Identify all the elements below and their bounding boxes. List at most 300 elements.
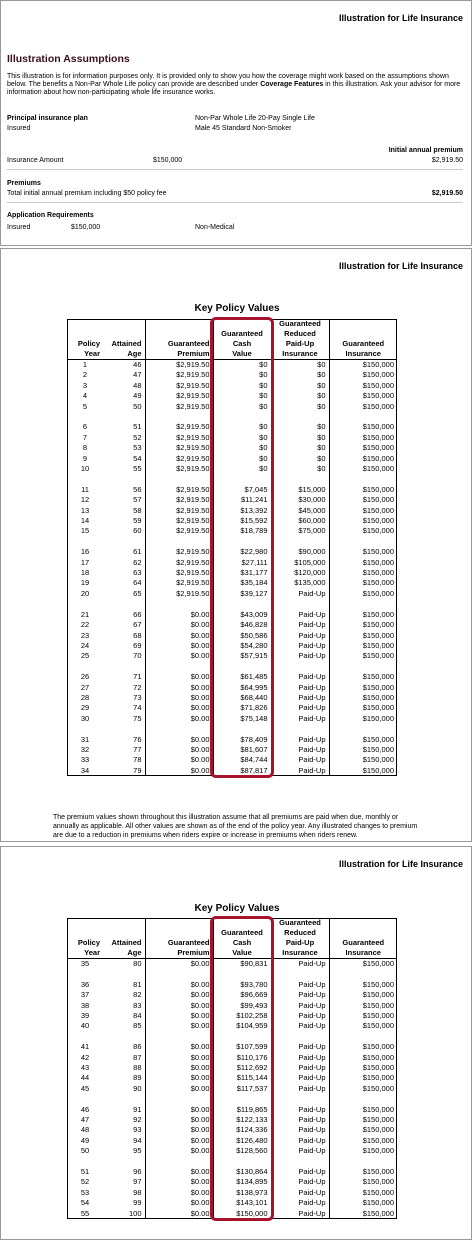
table-row — [67, 1001, 397, 1011]
cell-policy-year: 50 — [80, 1146, 90, 1156]
cell-guaranteed-premium: $0.00 — [145, 693, 213, 703]
cell-attained-age: 57 — [133, 495, 142, 505]
column-header-guaranteed-cash-value — [213, 319, 271, 329]
cell-attained-age: 81 — [133, 979, 142, 989]
cell-attained-age: 72 — [133, 682, 142, 692]
cell-guaranteed-insurance: $150,000 — [329, 980, 397, 990]
column-header-guaranteed-insurance — [329, 329, 397, 339]
cell-policy-year: 28 — [80, 692, 90, 702]
table-row — [67, 370, 397, 380]
table-row — [67, 1188, 397, 1198]
cell-guaranteed-insurance: $150,000 — [329, 1053, 397, 1063]
column-header-guaranteed-insurance: Guaranteed — [329, 339, 397, 349]
cell-reduced-paid-up: $0 — [271, 422, 329, 432]
cell-guaranteed-cash-value: $102,258 — [213, 1011, 271, 1021]
application-amount: $150,000 — [71, 224, 101, 231]
cell-attained-age: 98 — [133, 1187, 142, 1197]
column-header-guaranteed-premium — [145, 319, 213, 329]
cell-guaranteed-premium: $0.00 — [145, 766, 213, 776]
cell-guaranteed-insurance: $150,000 — [329, 485, 397, 495]
group-spacer — [67, 537, 397, 547]
column-header-attained-age — [103, 918, 145, 928]
cell-guaranteed-premium: $2,919.50 — [145, 402, 213, 412]
cell-guaranteed-premium: $0.00 — [145, 745, 213, 755]
table-row — [67, 1011, 397, 1021]
table-row — [67, 683, 397, 693]
cell-attained-age: 65 — [133, 588, 142, 598]
premiums-heading: Premiums — [7, 180, 41, 187]
group-spacer — [67, 474, 397, 484]
cell-guaranteed-insurance: $150,000 — [329, 1084, 397, 1094]
cell-guaranteed-premium: $0.00 — [145, 755, 213, 765]
cell-policy-year: 19 — [80, 578, 90, 588]
cell-attained-age: 95 — [133, 1146, 142, 1156]
cell-guaranteed-cash-value: $117,537 — [213, 1084, 271, 1094]
cell-guaranteed-insurance: $150,000 — [329, 568, 397, 578]
cell-attained-age: 99 — [133, 1198, 142, 1208]
cell-policy-year: 25 — [80, 651, 90, 661]
cell-policy-year: 21 — [80, 609, 90, 619]
cell-policy-year: 48 — [80, 1125, 90, 1135]
cell-reduced-paid-up: Paid-Up — [271, 1011, 329, 1021]
cell-guaranteed-premium: $0.00 — [145, 1115, 213, 1125]
cell-policy-year: 31 — [80, 734, 90, 744]
cell-guaranteed-insurance: $150,000 — [329, 589, 397, 599]
cell-policy-year: 30 — [80, 713, 90, 723]
cell-guaranteed-insurance: $150,000 — [329, 547, 397, 557]
cell-guaranteed-premium: $0.00 — [145, 1146, 213, 1156]
cell-guaranteed-cash-value: $54,280 — [213, 641, 271, 651]
cell-policy-year: 42 — [80, 1052, 90, 1062]
column-header-policy-year — [67, 319, 103, 329]
column-header-guaranteed-cash-value: Value — [213, 948, 271, 959]
column-header-guaranteed-cash-value: Cash — [213, 339, 271, 349]
cell-policy-year: 13 — [80, 505, 90, 515]
table-row — [67, 568, 397, 578]
cell-guaranteed-cash-value: $64,995 — [213, 683, 271, 693]
cell-policy-year: 37 — [80, 990, 90, 1000]
cell-guaranteed-cash-value: $93,780 — [213, 980, 271, 990]
key-policy-values-page-2 — [0, 846, 472, 1240]
cell-guaranteed-premium: $0.00 — [145, 703, 213, 713]
cell-attained-age: 89 — [133, 1073, 142, 1083]
cell-policy-year: 54 — [80, 1198, 90, 1208]
intro-coverage-features: Coverage Features — [260, 81, 324, 88]
cell-reduced-paid-up: Paid-Up — [271, 1042, 329, 1052]
cell-guaranteed-cash-value: $68,440 — [213, 693, 271, 703]
cell-reduced-paid-up: $60,000 — [271, 516, 329, 526]
cell-reduced-paid-up: Paid-Up — [271, 631, 329, 641]
table-row — [67, 693, 397, 703]
cell-guaranteed-premium: $0.00 — [145, 1105, 213, 1115]
cell-policy-year: 2 — [82, 370, 88, 380]
cell-guaranteed-cash-value: $13,392 — [213, 506, 271, 516]
cell-guaranteed-premium: $2,919.50 — [145, 422, 213, 432]
table-row — [67, 980, 397, 990]
cell-reduced-paid-up: $30,000 — [271, 495, 329, 505]
cell-reduced-paid-up: Paid-Up — [271, 755, 329, 765]
cell-guaranteed-cash-value: $27,111 — [213, 558, 271, 568]
key-policy-values-page-1 — [0, 248, 472, 842]
table-row — [67, 610, 397, 620]
cell-guaranteed-cash-value: $0 — [213, 433, 271, 443]
table-row — [67, 672, 397, 682]
cell-guaranteed-premium: $2,919.50 — [145, 433, 213, 443]
cell-guaranteed-insurance: $150,000 — [329, 745, 397, 755]
divider — [7, 202, 463, 203]
cell-guaranteed-insurance: $150,000 — [329, 370, 397, 380]
table-row — [67, 1136, 397, 1146]
cell-policy-year: 8 — [82, 443, 88, 453]
cell-guaranteed-premium: $0.00 — [145, 1042, 213, 1052]
cell-guaranteed-insurance: $150,000 — [329, 526, 397, 536]
column-header-reduced-paid-up: Reduced — [271, 329, 329, 339]
cell-reduced-paid-up: Paid-Up — [271, 1177, 329, 1187]
column-header-guaranteed-insurance — [329, 319, 397, 329]
cell-attained-age: 80 — [133, 959, 142, 968]
cell-attained-age: 90 — [133, 1083, 142, 1093]
column-header-guaranteed-cash-value — [213, 918, 271, 928]
cell-attained-age: 73 — [133, 692, 142, 702]
cell-attained-age: 86 — [133, 1042, 142, 1052]
column-header-guaranteed-insurance — [329, 918, 397, 928]
cell-guaranteed-insurance: $150,000 — [329, 959, 397, 970]
cell-attained-age: 70 — [133, 651, 142, 661]
cell-attained-age: 71 — [133, 672, 142, 682]
cell-guaranteed-insurance: $150,000 — [329, 464, 397, 474]
cell-policy-year: 9 — [82, 453, 88, 463]
cell-attained-age: 52 — [133, 432, 142, 442]
cell-attained-age: 83 — [133, 1000, 142, 1010]
cell-guaranteed-cash-value: $18,789 — [213, 526, 271, 536]
cell-guaranteed-insurance: $150,000 — [329, 1073, 397, 1083]
cell-policy-year: 16 — [80, 547, 90, 557]
cell-guaranteed-premium: $2,919.50 — [145, 568, 213, 578]
cell-guaranteed-insurance: $150,000 — [329, 422, 397, 432]
table-row — [67, 620, 397, 630]
column-header-policy-year: Year — [67, 948, 103, 959]
cell-guaranteed-premium: $0.00 — [145, 651, 213, 661]
cell-attained-age: 67 — [133, 620, 142, 630]
cell-reduced-paid-up: Paid-Up — [271, 1021, 329, 1031]
table-row — [67, 1105, 397, 1115]
cell-guaranteed-premium: $0.00 — [145, 1021, 213, 1031]
table-row — [67, 745, 397, 755]
cell-guaranteed-premium: $2,919.50 — [145, 516, 213, 526]
column-header-reduced-paid-up: Reduced — [271, 928, 329, 938]
cell-guaranteed-cash-value: $126,480 — [213, 1136, 271, 1146]
assumptions-page — [0, 0, 472, 246]
cell-guaranteed-insurance: $150,000 — [329, 391, 397, 401]
column-header-attained-age: Attained — [111, 339, 142, 348]
principal-plan-value: Non-Par Whole Life 20-Pay Single Life — [195, 115, 315, 122]
cell-guaranteed-premium: $2,919.50 — [145, 547, 213, 557]
table-row — [67, 766, 397, 776]
cell-attained-age: 51 — [133, 422, 142, 432]
table-row — [67, 1073, 397, 1083]
table-row — [67, 578, 397, 588]
cell-attained-age: 66 — [133, 609, 142, 619]
cell-guaranteed-cash-value: $0 — [213, 402, 271, 412]
cell-attained-age: 87 — [133, 1052, 142, 1062]
table-row — [67, 1053, 397, 1063]
cell-reduced-paid-up: Paid-Up — [271, 610, 329, 620]
cell-guaranteed-cash-value: $84,744 — [213, 755, 271, 765]
application-requirements-heading: Application Requirements — [7, 212, 94, 219]
table-row — [67, 1198, 397, 1208]
column-header-reduced-paid-up: Insurance — [271, 948, 329, 959]
cell-reduced-paid-up: Paid-Up — [271, 959, 329, 970]
cell-policy-year: 17 — [80, 557, 90, 567]
cell-reduced-paid-up: Paid-Up — [271, 1198, 329, 1208]
cell-guaranteed-cash-value: $124,336 — [213, 1125, 271, 1135]
column-header-guaranteed-premium — [145, 928, 213, 938]
cell-attained-age: 47 — [133, 370, 142, 380]
cell-reduced-paid-up: Paid-Up — [271, 1125, 329, 1135]
cell-attained-age: 68 — [133, 630, 142, 640]
cell-reduced-paid-up: Paid-Up — [271, 714, 329, 724]
cell-policy-year: 3 — [82, 380, 88, 390]
cell-reduced-paid-up: Paid-Up — [271, 745, 329, 755]
cell-guaranteed-premium: $2,919.50 — [145, 558, 213, 568]
cell-policy-year: 33 — [80, 755, 90, 765]
cell-attained-age: 69 — [133, 640, 142, 650]
column-header-attained-age: Age — [103, 349, 145, 360]
table-row — [67, 433, 397, 443]
cell-guaranteed-insurance: $150,000 — [329, 620, 397, 630]
group-spacer — [67, 1157, 397, 1167]
table-row — [67, 631, 397, 641]
cell-guaranteed-cash-value: $71,826 — [213, 703, 271, 713]
cell-guaranteed-cash-value: $31,177 — [213, 568, 271, 578]
cell-reduced-paid-up: Paid-Up — [271, 589, 329, 599]
cell-guaranteed-cash-value: $150,000 — [213, 1209, 271, 1219]
cell-guaranteed-insurance: $150,000 — [329, 714, 397, 724]
cell-guaranteed-premium: $0.00 — [145, 1063, 213, 1073]
cell-attained-age: 82 — [133, 990, 142, 1000]
cell-guaranteed-premium: $0.00 — [145, 1001, 213, 1011]
cell-guaranteed-cash-value: $0 — [213, 422, 271, 432]
cell-reduced-paid-up: Paid-Up — [271, 683, 329, 693]
cell-guaranteed-cash-value: $0 — [213, 391, 271, 401]
cell-guaranteed-insurance: $150,000 — [329, 1177, 397, 1187]
table-row — [67, 1042, 397, 1052]
table-row — [67, 703, 397, 713]
page-header-title: Illustration for Life Insurance — [338, 859, 463, 869]
cell-policy-year: 47 — [80, 1115, 90, 1125]
table-row — [67, 589, 397, 599]
table-row — [67, 1021, 397, 1031]
cell-guaranteed-cash-value: $57,915 — [213, 651, 271, 661]
cell-policy-year: 12 — [80, 495, 90, 505]
cell-policy-year: 27 — [80, 682, 90, 692]
column-header-guaranteed-premium: Guaranteed — [145, 938, 213, 948]
cell-reduced-paid-up: Paid-Up — [271, 1001, 329, 1011]
cell-attained-age: 93 — [133, 1125, 142, 1135]
column-header-policy-year: Year — [67, 349, 103, 360]
cell-reduced-paid-up: $0 — [271, 370, 329, 380]
cell-attained-age: 53 — [133, 443, 142, 453]
table-row — [67, 402, 397, 412]
cell-attained-age: 88 — [133, 1063, 142, 1073]
key-policy-values-title: Key Policy Values — [194, 303, 280, 314]
cell-guaranteed-insurance: $150,000 — [329, 990, 397, 1000]
column-header-reduced-paid-up: Guaranteed — [271, 319, 329, 329]
cell-guaranteed-insurance: $150,000 — [329, 516, 397, 526]
cell-guaranteed-insurance: $150,000 — [329, 1063, 397, 1073]
insured-label: Insured — [7, 125, 31, 132]
cell-reduced-paid-up: Paid-Up — [271, 766, 329, 776]
page-header-title: Illustration for Life Insurance — [338, 261, 463, 271]
cell-guaranteed-cash-value: $0 — [213, 370, 271, 380]
assumptions-title: Illustration Assumptions — [7, 53, 130, 65]
group-spacer — [67, 662, 397, 672]
cell-guaranteed-cash-value: $78,409 — [213, 735, 271, 745]
cell-policy-year: 49 — [80, 1135, 90, 1145]
cell-guaranteed-cash-value: $81,607 — [213, 745, 271, 755]
table-row — [67, 454, 397, 464]
table-row — [67, 735, 397, 745]
cell-attained-age: 91 — [133, 1104, 142, 1114]
cell-attained-age: 48 — [133, 380, 142, 390]
cell-guaranteed-insurance: $150,000 — [329, 1001, 397, 1011]
cell-attained-age: 50 — [133, 401, 142, 411]
cell-guaranteed-insurance: $150,000 — [329, 1167, 397, 1177]
cell-guaranteed-insurance: $150,000 — [329, 1042, 397, 1052]
cell-guaranteed-insurance: $150,000 — [329, 1011, 397, 1021]
cell-guaranteed-premium: $2,919.50 — [145, 360, 213, 371]
cell-policy-year: 24 — [80, 640, 90, 650]
cell-guaranteed-premium: $0.00 — [145, 683, 213, 693]
cell-guaranteed-insurance: $150,000 — [329, 693, 397, 703]
cell-guaranteed-premium: $2,919.50 — [145, 391, 213, 401]
cell-guaranteed-cash-value: $46,828 — [213, 620, 271, 630]
cell-guaranteed-premium: $0.00 — [145, 959, 213, 970]
cell-guaranteed-insurance: $150,000 — [329, 443, 397, 453]
cell-guaranteed-cash-value: $0 — [213, 360, 271, 371]
cell-reduced-paid-up: $15,000 — [271, 485, 329, 495]
cell-policy-year: 40 — [80, 1021, 90, 1031]
table-row — [67, 464, 397, 474]
cell-guaranteed-cash-value: $119,865 — [213, 1105, 271, 1115]
cell-reduced-paid-up: Paid-Up — [271, 1188, 329, 1198]
cell-reduced-paid-up: $0 — [271, 391, 329, 401]
cell-reduced-paid-up: Paid-Up — [271, 672, 329, 682]
cell-guaranteed-cash-value: $107,599 — [213, 1042, 271, 1052]
table-row — [67, 547, 397, 557]
cell-policy-year: 39 — [80, 1011, 90, 1021]
cell-guaranteed-insurance: $150,000 — [329, 1209, 397, 1219]
table-row — [67, 1115, 397, 1125]
cell-guaranteed-insurance: $150,000 — [329, 641, 397, 651]
cell-guaranteed-cash-value: $134,895 — [213, 1177, 271, 1187]
cell-guaranteed-premium: $0.00 — [145, 1177, 213, 1187]
cell-attained-age: 46 — [133, 360, 142, 369]
cell-guaranteed-cash-value: $11,241 — [213, 495, 271, 505]
insurance-amount-label: Insurance Amount — [7, 157, 64, 164]
group-spacer — [67, 1094, 397, 1104]
cell-attained-age: 92 — [133, 1115, 142, 1125]
cell-guaranteed-insurance: $150,000 — [329, 495, 397, 505]
cell-attained-age: 85 — [133, 1021, 142, 1031]
cell-guaranteed-insurance: $150,000 — [329, 766, 397, 776]
cell-guaranteed-premium: $0.00 — [145, 672, 213, 682]
cell-guaranteed-cash-value: $50,586 — [213, 631, 271, 641]
column-header-guaranteed-premium — [145, 918, 213, 928]
column-header-guaranteed-premium: Premium — [145, 948, 213, 959]
cell-reduced-paid-up: $105,000 — [271, 558, 329, 568]
cell-attained-age: 77 — [133, 744, 142, 754]
cell-reduced-paid-up: Paid-Up — [271, 990, 329, 1000]
cell-guaranteed-insurance: $150,000 — [329, 1105, 397, 1115]
cell-guaranteed-premium: $2,919.50 — [145, 526, 213, 536]
column-header-reduced-paid-up: Paid-Up — [271, 938, 329, 948]
cell-reduced-paid-up: $120,000 — [271, 568, 329, 578]
cell-policy-year: 38 — [80, 1000, 90, 1010]
column-header-reduced-paid-up: Insurance — [271, 349, 329, 360]
cell-guaranteed-insurance: $150,000 — [329, 360, 397, 371]
cell-guaranteed-cash-value: $87,817 — [213, 766, 271, 776]
cell-reduced-paid-up: $75,000 — [271, 526, 329, 536]
principal-plan-label: Principal insurance plan — [7, 115, 88, 122]
cell-policy-year: 18 — [80, 568, 90, 578]
cell-reduced-paid-up: Paid-Up — [271, 1136, 329, 1146]
group-spacer — [67, 599, 397, 609]
column-header-policy-year — [67, 918, 103, 928]
column-header-attained-age — [103, 329, 145, 339]
column-header-attained-age: Age — [103, 948, 145, 959]
cell-guaranteed-cash-value: $128,560 — [213, 1146, 271, 1156]
cell-policy-year: 44 — [80, 1073, 90, 1083]
column-header-guaranteed-cash-value: Value — [213, 349, 271, 360]
initial-premium-value: $2,919.50 — [431, 157, 463, 164]
cell-guaranteed-cash-value: $0 — [213, 381, 271, 391]
cell-guaranteed-premium: $0.00 — [145, 620, 213, 630]
cell-attained-age: 54 — [133, 453, 142, 463]
cell-attained-age: 78 — [133, 755, 142, 765]
cell-attained-age: 61 — [133, 547, 142, 557]
cell-guaranteed-premium: $2,919.50 — [145, 454, 213, 464]
cell-attained-age: 75 — [133, 713, 142, 723]
cell-guaranteed-insurance: $150,000 — [329, 1125, 397, 1135]
table-row — [67, 443, 397, 453]
cell-reduced-paid-up: Paid-Up — [271, 735, 329, 745]
cell-guaranteed-cash-value: $15,592 — [213, 516, 271, 526]
column-header-guaranteed-cash-value: Cash — [213, 938, 271, 948]
intro-text-a: This illustration is for information purposes only. It is provided only to show you how the coverage might work based on the assumptions shown below. The benefits a Non-Par Whole Life policy can provide are described under — [7, 73, 449, 88]
initial-premium-label: Initial annual premium — [388, 147, 463, 154]
cell-guaranteed-insurance: $150,000 — [329, 578, 397, 588]
cell-guaranteed-premium: $2,919.50 — [145, 443, 213, 453]
column-header-guaranteed-cash-value: Guaranteed — [213, 329, 271, 339]
cell-reduced-paid-up: Paid-Up — [271, 651, 329, 661]
cell-attained-age: 96 — [133, 1167, 142, 1177]
table-row — [67, 422, 397, 432]
cell-guaranteed-premium: $2,919.50 — [145, 485, 213, 495]
cell-guaranteed-premium: $0.00 — [145, 610, 213, 620]
cell-guaranteed-premium: $0.00 — [145, 1167, 213, 1177]
table-row — [67, 391, 397, 401]
cell-attained-age: 62 — [133, 557, 142, 567]
column-header-policy-year — [67, 329, 103, 339]
cell-reduced-paid-up: Paid-Up — [271, 980, 329, 990]
cell-policy-year: 36 — [80, 979, 90, 989]
cell-attained-age: 97 — [133, 1177, 142, 1187]
insurance-amount-value: $150,000 — [153, 157, 183, 164]
column-header-policy-year: Policy — [77, 938, 100, 947]
table-row — [67, 360, 397, 371]
table-row — [67, 381, 397, 391]
